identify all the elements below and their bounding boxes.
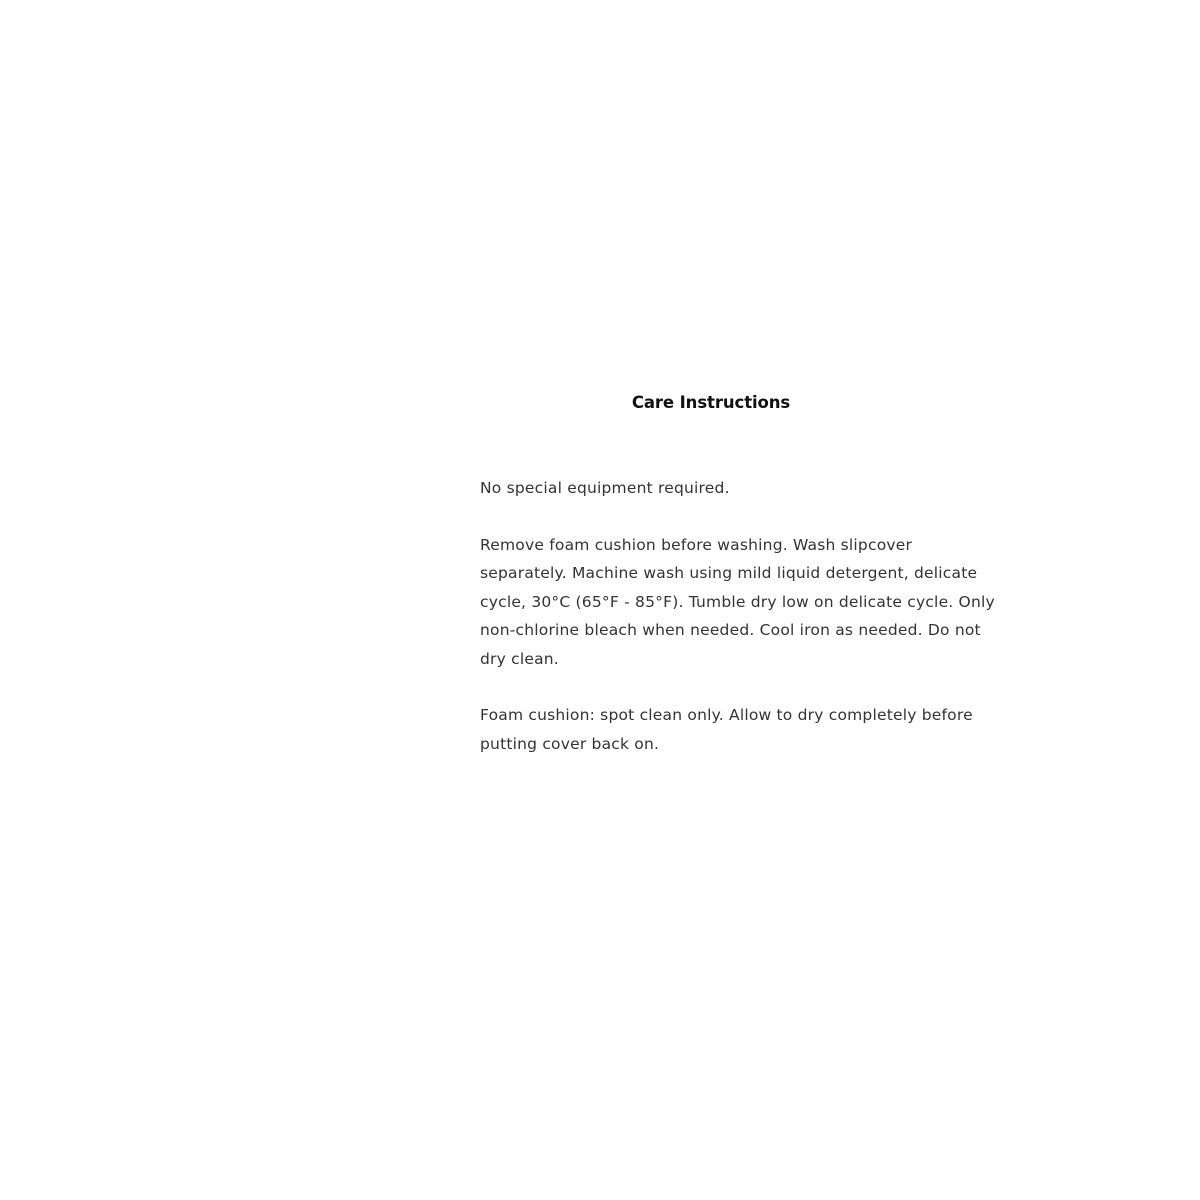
care-foam-cushion-note: Foam cushion: spot clean only. Allow to dry completely before putting cover back on. <box>480 706 973 753</box>
care-instructions-panel <box>480 392 1000 786</box>
care-equipment-note: No special equipment required. <box>480 479 730 497</box>
care-instructions-body <box>480 474 1000 758</box>
care-washing-instructions: Remove foam cushion before washing. Wash slipcover separately. Machine wash using mild liquid detergent, delicate cycle, 30°C (65°F - 85°F). Tumble dry low on delicate cycle. Only non-chlorine bleach when needed. Cool iron as needed. Do not dry clean. <box>480 535 995 668</box>
care-instructions-title: Care Instructions <box>631 393 791 412</box>
